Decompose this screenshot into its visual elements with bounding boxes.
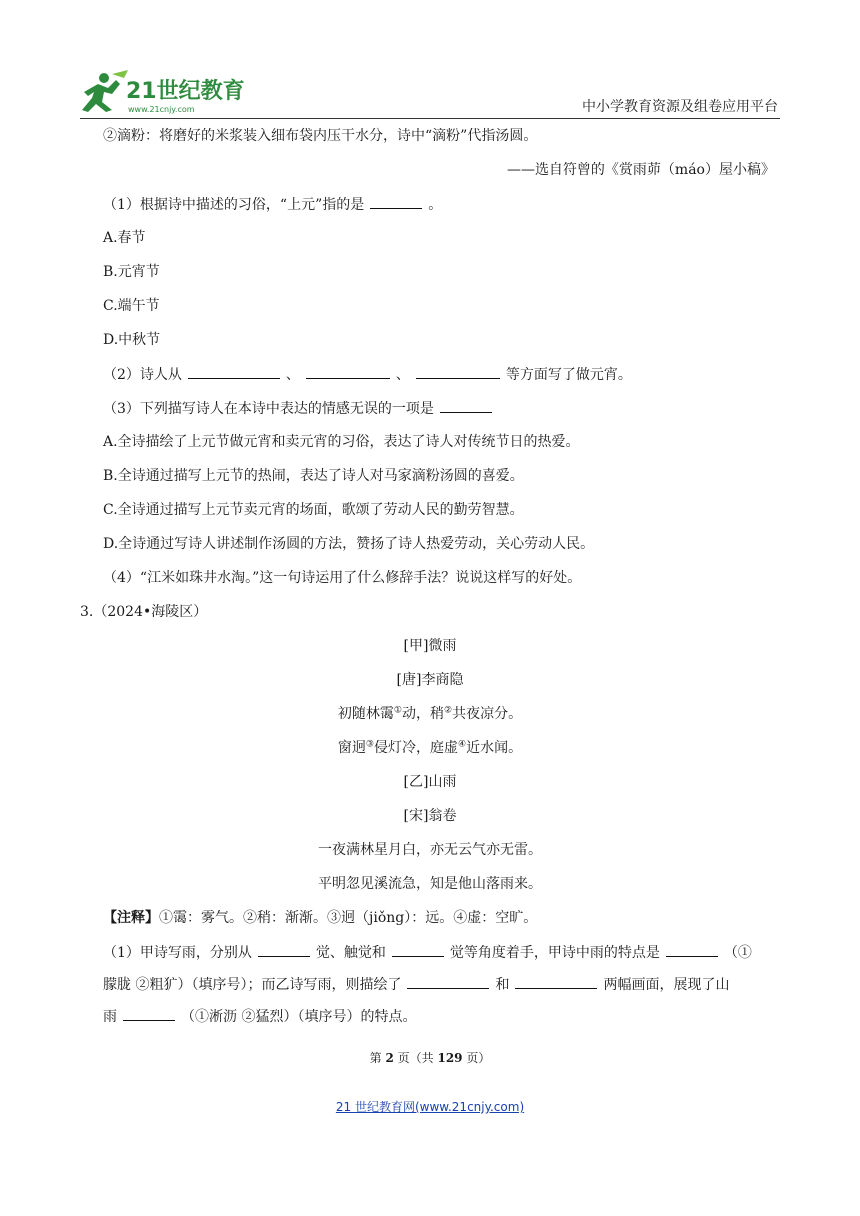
question-5-line-2: 朦胧 ②粗犷）（填序号）；而乙诗写雨，则描绘了 和 两幅画面，展现了山: [103, 974, 729, 995]
poem-1-line-2: 窗迥③侵灯冷，庭虚④近水闻。: [337, 739, 523, 756]
answer-blank[interactable]: [515, 974, 597, 989]
question-5-line-3: 雨 （①淅沥 ②猛烈）（填序号）的特点。: [103, 1006, 416, 1027]
poem-2-line-1: 一夜满林星月白，亦无云气亦无雷。: [318, 842, 542, 858]
answer-blank[interactable]: [188, 364, 280, 379]
question-4: （4）“江米如珠井水淘。”这一句诗运用了什么修辞手法？说说这样写的好处。: [103, 570, 582, 586]
answer-blank[interactable]: [258, 942, 310, 957]
logo: [78, 66, 248, 118]
poem-2-author: [宋]翁卷: [403, 808, 457, 824]
option-a: A.春节: [103, 230, 146, 246]
page-number: 第 2 页（共 129 页）: [369, 1051, 491, 1065]
header-divider: [80, 118, 780, 119]
answer-blank[interactable]: [392, 942, 444, 957]
answer-blank[interactable]: [306, 364, 390, 379]
q3-option-c: C.全诗通过描写上元节卖元宵的场面，歌颂了劳动人民的勤劳智慧。: [103, 502, 524, 518]
option-b: B.元宵节: [103, 264, 160, 280]
poem-1-line-1: 初随林霭①动，稍②共夜凉分。: [337, 705, 523, 722]
answer-blank[interactable]: [123, 1006, 175, 1021]
site-link[interactable]: 21 世纪教育网(www.21cnjy.com): [335, 1100, 525, 1114]
answer-blank[interactable]: [370, 194, 422, 209]
poem-source: ——选自符曾的《赏雨茆（máo）屋小稿》: [506, 162, 775, 178]
platform-title: 中小学教育资源及组卷应用平台: [582, 99, 778, 115]
runner-icon: [82, 70, 128, 112]
answer-blank[interactable]: [416, 364, 500, 379]
note-2: ②滴粉：将磨好的米浆装入细布袋内压干水分，诗中“滴粉”代指汤圆。: [103, 128, 538, 144]
poem-2-line-2: 平明忽见溪流急，知是他山落雨来。: [318, 876, 542, 892]
question-5-line-1: （1）甲诗写雨，分别从 觉、触觉和 觉等角度着手，甲诗中雨的特点是 （①: [103, 942, 752, 963]
answer-blank[interactable]: [440, 398, 492, 413]
annotations: 【注释】①霭：雾气。②稍：渐渐。③迥（jiǒng）：远。④虚：空旷。: [103, 910, 538, 926]
poem-2-title: [乙]山雨: [403, 774, 457, 790]
option-d: D.中秋节: [103, 332, 161, 348]
question-1: （1）根据诗中描述的习俗，“上元”指的是 。: [103, 194, 442, 215]
q3-option-a: A.全诗描绘了上元节做元宵和卖元宵的习俗，表达了诗人对传统节日的热爱。: [103, 434, 580, 450]
q3-option-d: D.全诗通过写诗人讲述制作汤圆的方法，赞扬了诗人热爱劳动，关心劳动人民。: [103, 536, 595, 552]
logo-url: www.21cnjy.com: [128, 105, 195, 114]
q3-option-b: B.全诗通过描写上元节的热闹，表达了诗人对马家滴粉汤圆的喜爱。: [103, 468, 524, 484]
answer-blank[interactable]: [666, 942, 718, 957]
logo-text: 21世纪教育: [126, 79, 245, 104]
poem-1-title: [甲]微雨: [403, 638, 457, 654]
question-2: （2）诗人从 、 、 等方面写了做元宵。: [103, 364, 632, 385]
option-c: C.端午节: [103, 298, 160, 314]
problem-3-heading: 3.（2024•海陵区）: [80, 604, 208, 620]
answer-blank[interactable]: [407, 974, 489, 989]
question-3: （3）下列描写诗人在本诗中表达的情感无误的一项是: [103, 398, 498, 419]
poem-1-author: [唐]李商隐: [396, 672, 464, 688]
